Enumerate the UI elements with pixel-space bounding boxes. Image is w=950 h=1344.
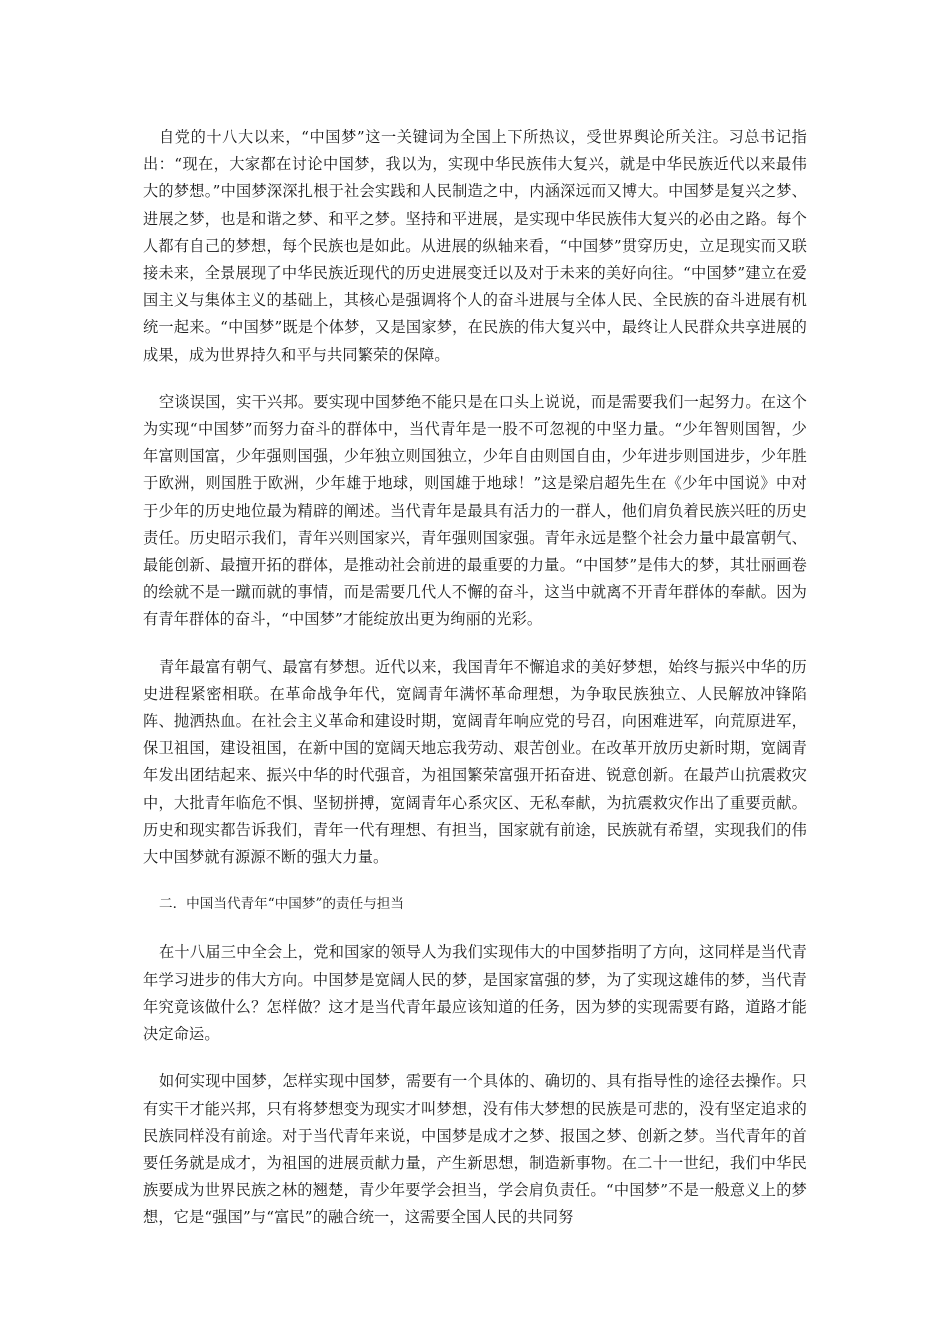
document-page <box>143 124 807 1252</box>
paragraph-2: 空谈误国，实干兴邦。要实现中国梦绝不能只是在口头上说说，而是需要我们一起努力。在这个为实现“中国梦”而努力奋斗的群体中，当代青年是一股不可忽视的中坚力量。“少年智则国智，少年富则国富，少年强则国强，少年独立则国独立，少年自由则国自由，少年进步则国进步，少年胜于欧洲，则国胜于欧洲，少年雄于地球，则国雄于地球！”这是梁启超先生在《少年中国说》中对于少年的历史地位最为精辟的阐述。当代青年是最具有活力的一群人，他们肩负着民族兴旺的历史责任。历史昭示我们，青年兴则国家兴，青年强则国家强。青年永远是整个社会力量中最富朝气、最能创新、最擅开拓的群体，是推动社会前进的最重要的力量。“中国梦”是伟大的梦，其壮丽画卷的绘就不是一蹴而就的事情，而是需要几代人不懈的奋斗，这当中就离不开青年群体的奉献。因为有青年群体的奋斗，“中国梦”才能绽放出更为绚丽的光彩。 <box>143 392 807 629</box>
section-heading: 二．中国当代青年“中国梦”的责任与担当 <box>159 896 404 913</box>
paragraph-3: 青年最富有朝气、最富有梦想。近代以来，我国青年不懈追求的美好梦想，始终与振兴中华的历史进程紧密相联。在革命战争年代，宽阔青年满怀革命理想，为争取民族独立、人民解放冲锋陷阵、抛洒热血。在社会主义革命和建设时期，宽阔青年响应党的号召，向困难进军，向荒原进军，保卫祖国，建设祖国，在新中国的宽阔天地忘我劳动、艰苦创业。在改革开放历史新时期，宽阔青年发出团结起来、振兴中华的时代强音，为祖国繁荣富强开拓奋进、锐意创新。在最芦山抗震救灾中，大批青年临危不惧、坚韧拼搏，宽阔青年心系灾区、无私奉献，为抗震救灾作出了重要贡献。历史和现实都告诉我们，青年一代有理想、有担当，国家就有前途，民族就有希望，实现我们的伟大中国梦就有源源不断的强大力量。 <box>143 657 807 867</box>
paragraph-4: 在十八届三中全会上，党和国家的领导人为我们实现伟大的中国梦指明了方向，这同样是当代青年学习进步的伟大方向。中国梦是宽阔人民的梦，是国家富强的梦，为了实现这雄伟的梦，当代青年究竟该做什么？怎样做？这才是当代青年最应该知道的任务，因为梦的实现需要有路，道路才能决定命运。 <box>143 943 807 1044</box>
paragraph-5: 如何实现中国梦，怎样实现中国梦，需要有一个具体的、确切的、具有指导性的途径去操作。只有实干才能兴邦，只有将梦想变为现实才叫梦想，没有伟大梦想的民族是可悲的，没有坚定追求的民族同样没有前途。对于当代青年来说，中国梦是成才之梦、报国之梦、创新之梦。当代青年的首要任务就是成才，为祖国的进展贡献力量，产生新思想，制造新事物。在二十一世纪，我们中华民族要成为世界民族之林的翘楚，青少年要学会担当，学会肩负责任。“中国梦”不是一般意义上的梦想，它是“强国”与“富民”的融合统一，这需要全国人民的共同努 <box>143 1072 807 1227</box>
paragraph-1: 自党的十八大以来，“中国梦”这一关键词为全国上下所热议，受世界舆论所关注。习总书记指出：“现在，大家都在讨论中国梦，我以为，实现中华民族伟大复兴，就是中华民族近代以来最伟大的梦想。”中国梦深深扎根于社会实践和人民制造之中，内涵深远而又博大。中国梦是复兴之梦、进展之梦，也是和谐之梦、和平之梦。坚持和平进展，是实现中华民族伟大复兴的必由之路。每个人都有自己的梦想，每个民族也是如此。从进展的纵轴来看，“中国梦”贯穿历史，立足现实而又联接未来，全景展现了中华民族近现代的历史进展变迁以及对于未来的美好向往。“中国梦”建立在爱国主义与集体主义的基础上，其核心是强调将个人的奋斗进展与全体人民、全民族的奋斗进展有机统一起来。“中国梦”既是个体梦，又是国家梦，在民族的伟大复兴中，最终让人民群众共享进展的成果，成为世界持久和平与共同繁荣的保障。 <box>143 128 807 364</box>
